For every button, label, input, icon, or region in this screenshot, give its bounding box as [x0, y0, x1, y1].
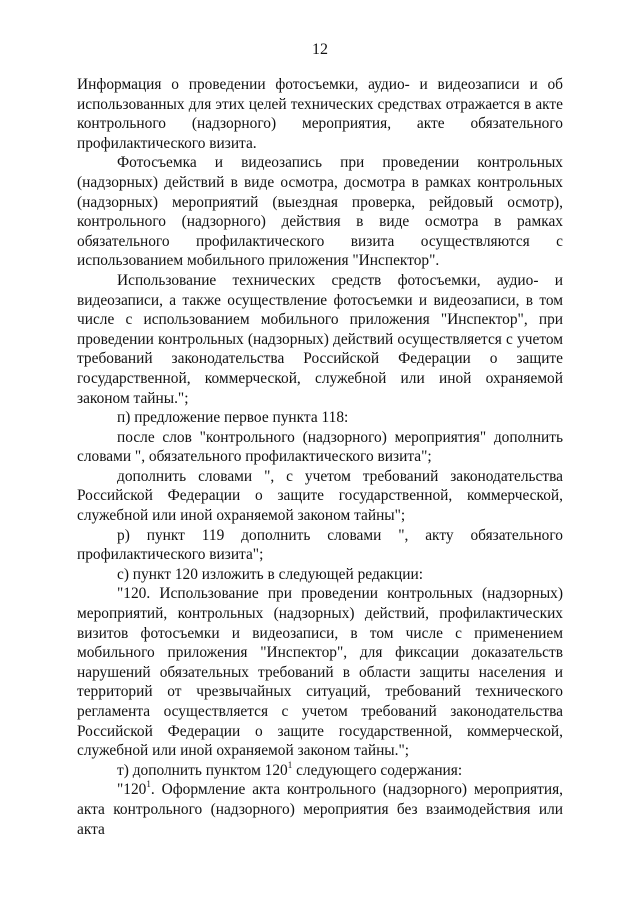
- paragraph-120-1-superscript: 1: [146, 779, 151, 790]
- page-number: 12: [312, 41, 328, 58]
- paragraph-120-1-before: "120: [117, 781, 147, 799]
- item-p: п) предложение первое пункта 118:: [117, 409, 349, 427]
- paragraph-120-1: [77, 780, 563, 839]
- paragraph-after-words: после слов "контрольного (надзорного) мероприятия" дополнить словами ", обязательного профилактического визита";: [77, 428, 563, 466]
- paragraph-photo-info: Информация о проведении фотосъемки, аудио- и видеозаписи и об использованных для этих целей технических средствах отражается в акте контрольного (надзорного) мероприятия, акте обязательного профилактического визита.: [77, 76, 563, 152]
- document-body: [77, 75, 563, 839]
- item-t-before: т) дополнить пунктом 120: [117, 761, 288, 779]
- paragraph-add-words: дополнить словами ", с учетом требований законодательства Российской Федерации о защите государственной, коммерческой, служебной или иной охраняемой законом тайны";: [77, 467, 563, 525]
- item-r: р) пункт 119 дополнить словами ", акту обязательного профилактического визита";: [77, 526, 563, 564]
- paragraph-120: "120. Использование при проведении контрольных (надзорных) мероприятий, контрольных (надзорных) действий, профилактических визитов фотосъемки и видеозаписи, в том числе с применением мобильного приложения "Инспектор", для фиксации доказательств нарушений обязательных требований в области защиты населения и территорий от чрезвычайных ситуаций, требований технического регламента осуществляется с учетом требований законодательства Российской Федерации о защите государственной, коммерческой, служебной или иной охраняемой законом тайны.";: [77, 585, 563, 760]
- paragraph-120-1-after: . Оформление акта контрольного (надзорного) мероприятия, акта контрольного (надзорного) мероприятия без взаимодействия или акта: [77, 781, 563, 838]
- item-s: с) пункт 120 изложить в следующей редакции:: [117, 565, 424, 583]
- paragraph-technical-means: Использование технических средств фотосъемки, аудио- и видеозаписи, а также осуществление фотосъемки и видеозаписи, в том числе с использованием мобильного приложения "Инспектор", при проведении контрольных (надзорных) действий осуществляется с учетом требований законодательства Российской Федерации о защите государственной, коммерческой, служебной или иной охраняемой законом тайны.";: [77, 271, 563, 407]
- item-t-after: следующего содержания:: [292, 761, 463, 779]
- paragraph-photo-inspection: Фотосъемка и видеозапись при проведении контрольных (надзорных) действий в виде осмотра, досмотра в рамках контрольных (надзорных) мероприятий (выездная проверка, рейдовый осмотр), контрольного (надзорного) действия в виде осмотра в рамках обязательного профилактического визита осуществляются с использованием мобильного приложения "Инспектор".: [77, 154, 563, 270]
- item-t: [77, 761, 563, 781]
- item-t-superscript: 1: [287, 759, 293, 770]
